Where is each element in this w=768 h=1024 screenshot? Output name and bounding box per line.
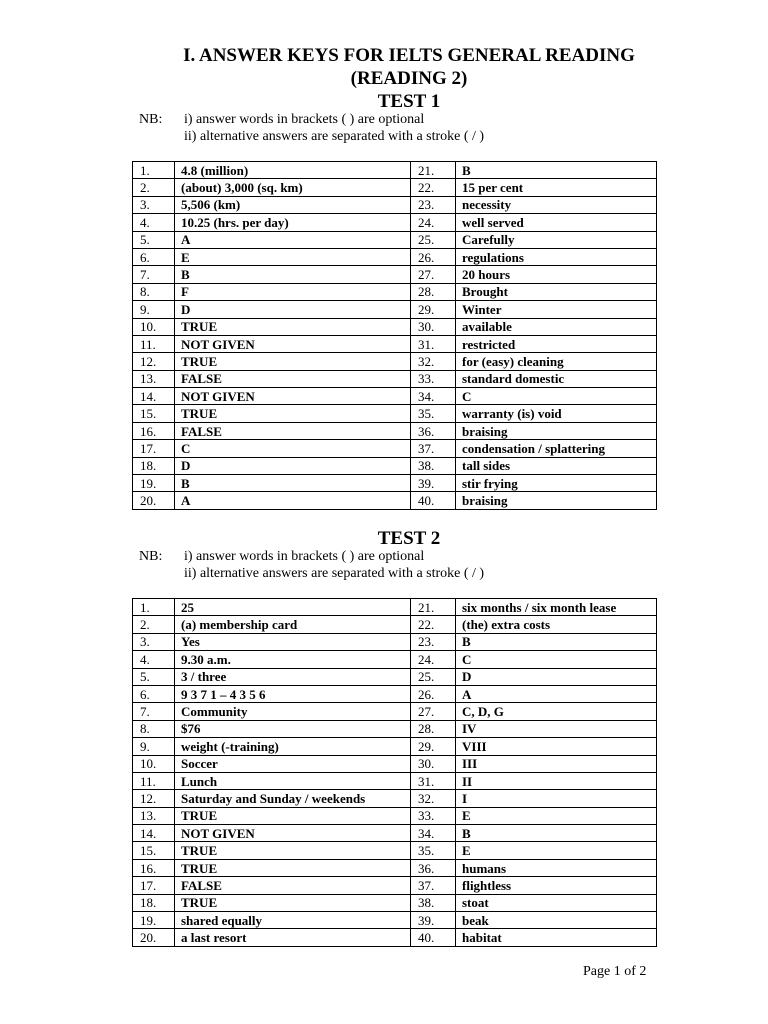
question-number: 26.: [411, 248, 456, 265]
table-row: [133, 790, 657, 807]
table-row: [133, 162, 657, 179]
question-number: 10.: [133, 755, 175, 772]
question-number: 31.: [411, 335, 456, 352]
document-subtitle: (READING 2): [350, 68, 468, 89]
question-number: 32.: [411, 353, 456, 370]
question-number: 5.: [133, 231, 175, 248]
answer: IV: [456, 720, 657, 737]
test1-answer-table: [132, 161, 657, 510]
test2-heading: TEST 2: [377, 528, 441, 549]
question-number: 23.: [411, 633, 456, 650]
table-row: [133, 283, 657, 300]
question-number: 31.: [411, 772, 456, 789]
answer: TRUE: [175, 859, 411, 876]
table-row: [133, 248, 657, 265]
question-number: 17.: [133, 440, 175, 457]
question-number: 35.: [411, 842, 456, 859]
answer: habitat: [456, 929, 657, 946]
page-number: Page 1 of 2: [583, 964, 647, 979]
table-row: [133, 807, 657, 824]
answer: B: [175, 475, 411, 492]
question-number: 19.: [133, 475, 175, 492]
answer: humans: [456, 859, 657, 876]
table-row: [133, 440, 657, 457]
table-row: [133, 335, 657, 352]
document-title: I. ANSWER KEYS FOR IELTS GENERAL READING: [183, 45, 635, 66]
answer: a last resort: [175, 929, 411, 946]
table-row: [133, 703, 657, 720]
answer: A: [456, 685, 657, 702]
answer: 20 hours: [456, 266, 657, 283]
question-number: 30.: [411, 318, 456, 335]
question-number: 15.: [133, 842, 175, 859]
answer: C, D, G: [456, 703, 657, 720]
table-row: [133, 685, 657, 702]
question-number: 13.: [133, 807, 175, 824]
table-row: [133, 196, 657, 213]
test1-heading: TEST 1: [377, 91, 441, 112]
question-number: 39.: [411, 912, 456, 929]
question-number: 4.: [133, 214, 175, 231]
question-number: 7.: [133, 703, 175, 720]
answer: 15 per cent: [456, 179, 657, 196]
answer: Carefully: [456, 231, 657, 248]
answer: Saturday and Sunday / weekends: [175, 790, 411, 807]
answer: Brought: [456, 283, 657, 300]
question-number: 15.: [133, 405, 175, 422]
answer: restricted: [456, 335, 657, 352]
question-number: 8.: [133, 283, 175, 300]
question-number: 1.: [133, 599, 175, 616]
nb-note-2: ii) alternative answers are separated with a stroke ( / ): [184, 566, 485, 581]
answer: FALSE: [175, 877, 411, 894]
question-number: 21.: [411, 162, 456, 179]
answer: available: [456, 318, 657, 335]
question-number: 18.: [133, 457, 175, 474]
answer: E: [456, 842, 657, 859]
answer: tall sides: [456, 457, 657, 474]
answer: D: [456, 668, 657, 685]
table-row: [133, 842, 657, 859]
question-number: 14.: [133, 825, 175, 842]
table-row: [133, 457, 657, 474]
question-number: 39.: [411, 475, 456, 492]
question-number: 3.: [133, 196, 175, 213]
question-number: 24.: [411, 651, 456, 668]
question-number: 28.: [411, 283, 456, 300]
question-number: 5.: [133, 668, 175, 685]
nb-label: NB:: [139, 549, 163, 564]
question-number: 40.: [411, 929, 456, 946]
table-row: [133, 599, 657, 616]
answer: Winter: [456, 301, 657, 318]
answer: (about) 3,000 (sq. km): [175, 179, 411, 196]
question-number: 4.: [133, 651, 175, 668]
answer: I: [456, 790, 657, 807]
question-number: 16.: [133, 859, 175, 876]
question-number: 19.: [133, 912, 175, 929]
answer: C: [175, 440, 411, 457]
table-row: [133, 668, 657, 685]
table-row: [133, 859, 657, 876]
question-number: 12.: [133, 353, 175, 370]
table-row: [133, 266, 657, 283]
question-number: 6.: [133, 685, 175, 702]
answer: 5,506 (km): [175, 196, 411, 213]
answer: D: [175, 301, 411, 318]
table-row: [133, 633, 657, 650]
answer: TRUE: [175, 894, 411, 911]
question-number: 3.: [133, 633, 175, 650]
table-row: [133, 755, 657, 772]
question-number: 21.: [411, 599, 456, 616]
nb-note-1: i) answer words in brackets ( ) are optional: [184, 112, 425, 127]
question-number: 33.: [411, 370, 456, 387]
question-number: 23.: [411, 196, 456, 213]
table-row: [133, 651, 657, 668]
answer: TRUE: [175, 405, 411, 422]
question-number: 9.: [133, 301, 175, 318]
table-row: [133, 738, 657, 755]
table-row: [133, 405, 657, 422]
answer: F: [175, 283, 411, 300]
answer: shared equally: [175, 912, 411, 929]
answer: A: [175, 492, 411, 509]
question-number: 7.: [133, 266, 175, 283]
question-number: 27.: [411, 703, 456, 720]
answer: (the) extra costs: [456, 616, 657, 633]
answer: stoat: [456, 894, 657, 911]
question-number: 30.: [411, 755, 456, 772]
answer: standard domestic: [456, 370, 657, 387]
question-number: 32.: [411, 790, 456, 807]
answer: condensation / splattering: [456, 440, 657, 457]
answer: braising: [456, 422, 657, 439]
answer: VIII: [456, 738, 657, 755]
table-row: [133, 475, 657, 492]
table-row: [133, 179, 657, 196]
answer: B: [456, 825, 657, 842]
question-number: 9.: [133, 738, 175, 755]
answer: NOT GIVEN: [175, 388, 411, 405]
answer: (a) membership card: [175, 616, 411, 633]
answer: necessity: [456, 196, 657, 213]
answer: B: [456, 633, 657, 650]
question-number: 11.: [133, 335, 175, 352]
table-row: [133, 772, 657, 789]
answer: NOT GIVEN: [175, 335, 411, 352]
question-number: 22.: [411, 616, 456, 633]
table-row: [133, 877, 657, 894]
answer: B: [175, 266, 411, 283]
answer: 9 3 7 1 – 4 3 5 6: [175, 685, 411, 702]
answer: E: [456, 807, 657, 824]
test2-notes: [139, 548, 484, 582]
answer: Yes: [175, 633, 411, 650]
answer: stir frying: [456, 475, 657, 492]
table-row: [133, 388, 657, 405]
answer: C: [456, 388, 657, 405]
answer: weight (-training): [175, 738, 411, 755]
question-number: 24.: [411, 214, 456, 231]
answer: 3 / three: [175, 668, 411, 685]
question-number: 18.: [133, 894, 175, 911]
question-number: 27.: [411, 266, 456, 283]
table-row: [133, 301, 657, 318]
nb-note-2: ii) alternative answers are separated with a stroke ( / ): [184, 129, 485, 144]
answer: FALSE: [175, 422, 411, 439]
question-number: 17.: [133, 877, 175, 894]
nb-label: NB:: [139, 112, 163, 127]
question-number: 37.: [411, 440, 456, 457]
table-row: [133, 720, 657, 737]
answer: E: [175, 248, 411, 265]
table-row: [133, 231, 657, 248]
answer: six months / six month lease: [456, 599, 657, 616]
table-row: [133, 616, 657, 633]
question-number: 35.: [411, 405, 456, 422]
question-number: 40.: [411, 492, 456, 509]
answer: 10.25 (hrs. per day): [175, 214, 411, 231]
table-row: [133, 318, 657, 335]
answer: TRUE: [175, 318, 411, 335]
question-number: 38.: [411, 457, 456, 474]
question-number: 29.: [411, 301, 456, 318]
answer: D: [175, 457, 411, 474]
table-row: [133, 214, 657, 231]
table-row: [133, 422, 657, 439]
table-row: [133, 492, 657, 509]
answer: Community: [175, 703, 411, 720]
answer: beak: [456, 912, 657, 929]
question-number: 12.: [133, 790, 175, 807]
nb-note-1: i) answer words in brackets ( ) are optional: [184, 549, 425, 564]
table-row: [133, 825, 657, 842]
question-number: 8.: [133, 720, 175, 737]
answer: braising: [456, 492, 657, 509]
answer: 4.8 (million): [175, 162, 411, 179]
question-number: 34.: [411, 388, 456, 405]
question-number: 2.: [133, 616, 175, 633]
test2-answer-table: [132, 598, 657, 947]
test1-notes: [139, 111, 484, 145]
question-number: 25.: [411, 231, 456, 248]
answer: regulations: [456, 248, 657, 265]
question-number: 26.: [411, 685, 456, 702]
question-number: 37.: [411, 877, 456, 894]
answer: 9.30 a.m.: [175, 651, 411, 668]
table-row: [133, 894, 657, 911]
question-number: 38.: [411, 894, 456, 911]
question-number: 28.: [411, 720, 456, 737]
answer: $76: [175, 720, 411, 737]
question-number: 14.: [133, 388, 175, 405]
question-number: 29.: [411, 738, 456, 755]
table-row: [133, 929, 657, 946]
question-number: 22.: [411, 179, 456, 196]
answer: for (easy) cleaning: [456, 353, 657, 370]
question-number: 10.: [133, 318, 175, 335]
question-number: 33.: [411, 807, 456, 824]
question-number: 36.: [411, 422, 456, 439]
answer: C: [456, 651, 657, 668]
question-number: 34.: [411, 825, 456, 842]
answer: III: [456, 755, 657, 772]
question-number: 16.: [133, 422, 175, 439]
question-number: 11.: [133, 772, 175, 789]
answer: well served: [456, 214, 657, 231]
question-number: 36.: [411, 859, 456, 876]
answer: B: [456, 162, 657, 179]
answer: Lunch: [175, 772, 411, 789]
answer: TRUE: [175, 353, 411, 370]
answer: warranty (is) void: [456, 405, 657, 422]
table-row: [133, 912, 657, 929]
question-number: 13.: [133, 370, 175, 387]
answer: NOT GIVEN: [175, 825, 411, 842]
answer: A: [175, 231, 411, 248]
table-row: [133, 353, 657, 370]
answer: Soccer: [175, 755, 411, 772]
question-number: 1.: [133, 162, 175, 179]
question-number: 20.: [133, 929, 175, 946]
question-number: 6.: [133, 248, 175, 265]
answer: TRUE: [175, 807, 411, 824]
question-number: 2.: [133, 179, 175, 196]
question-number: 20.: [133, 492, 175, 509]
answer: TRUE: [175, 842, 411, 859]
table-row: [133, 370, 657, 387]
question-number: 25.: [411, 668, 456, 685]
answer: 25: [175, 599, 411, 616]
answer: flightless: [456, 877, 657, 894]
answer: II: [456, 772, 657, 789]
answer: FALSE: [175, 370, 411, 387]
